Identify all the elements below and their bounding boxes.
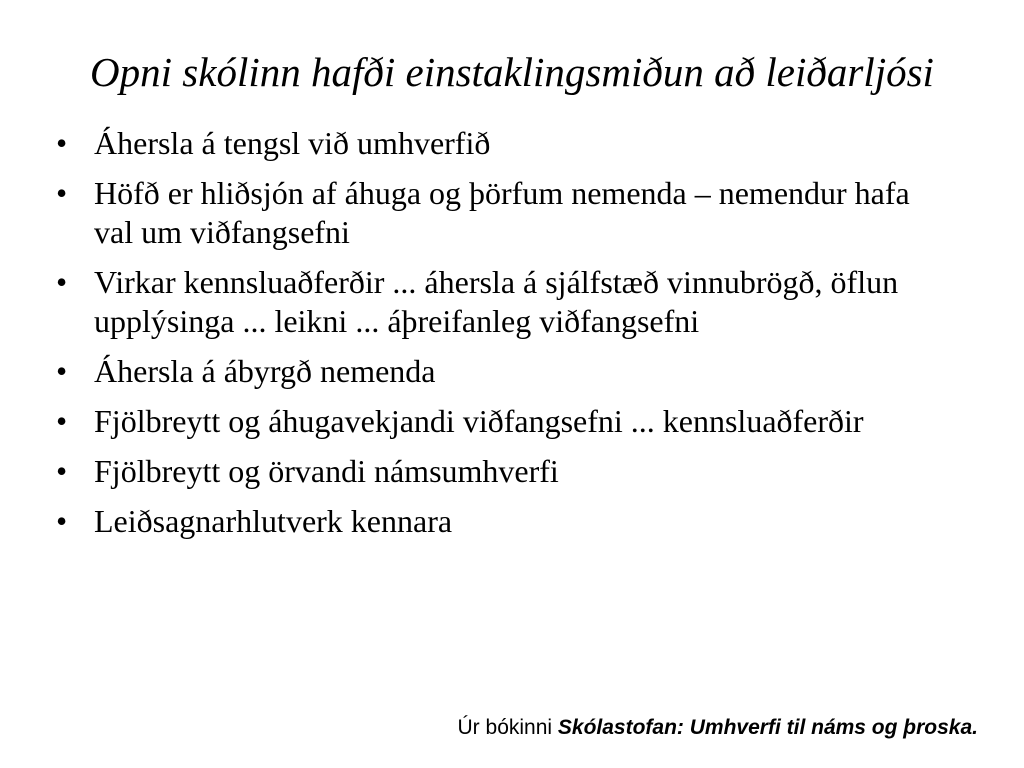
list-item [56, 263, 956, 341]
bullet-list [56, 124, 956, 552]
bullet-icon: • [56, 503, 68, 539]
bullet-icon: • [56, 175, 68, 211]
bullet-text: Fjölbreytt og örvandi námsumhverfi [94, 453, 559, 489]
bullet-icon: • [56, 353, 68, 389]
list-item [56, 124, 956, 163]
bullet-text: Höfð er hliðsjón af áhuga og þörfum nemenda – nemendur hafa val um viðfangsefni [94, 175, 910, 250]
list-item [56, 402, 956, 441]
bullet-text: Áhersla á tengsl við umhverfið [94, 125, 491, 161]
bullet-icon: • [56, 453, 68, 489]
bullet-text: Leiðsagnarhlutverk kennara [94, 503, 453, 539]
source-book-title: Skólastofan: Umhverfi til náms og þroska. [557, 716, 978, 739]
slide-title: Opni skólinn hafði einstaklingsmiðun að leiðarljósi [90, 49, 934, 95]
source-citation [458, 714, 978, 742]
list-item [56, 174, 956, 252]
bullet-text: Virkar kennsluaðferðir ... áhersla á sjálfstæð vinnubrögð, öflun upplýsinga ... leikni ... áþreifanleg viðfangsefni [94, 264, 899, 339]
list-item [56, 502, 956, 541]
bullet-icon: • [56, 403, 68, 439]
bullet-icon: • [56, 264, 68, 300]
bullet-text: Fjölbreytt og áhugavekjandi viðfangsefni ... kennsluaðferðir [94, 403, 864, 439]
bullet-text: Áhersla á ábyrgð nemenda [94, 353, 436, 389]
source-prefix: Úr bókinni [457, 716, 553, 739]
bullet-icon: • [56, 125, 68, 161]
list-item [56, 352, 956, 391]
list-item [56, 452, 956, 491]
